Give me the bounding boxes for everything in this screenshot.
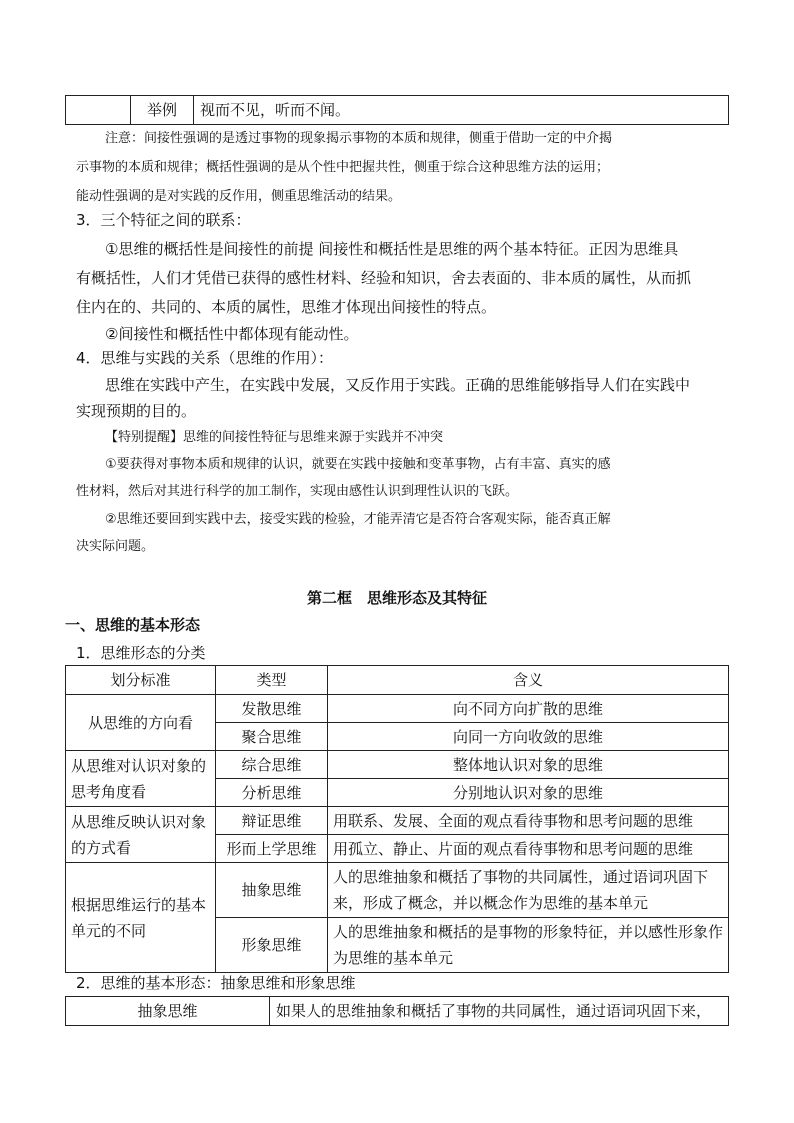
header-criterion: 划分标准 <box>66 666 216 695</box>
example-label: 举例 <box>131 96 194 125</box>
type-imagery: 形象思维 <box>216 918 328 973</box>
reminder-p1-line2: 性材料，然后对其进行科学的加工制作，实现由感性认识到理性认识的飞跃。 <box>76 484 519 499</box>
abstract-value: 如果人的思维抽象和概括了事物的共同属性，通过语词巩固下来， <box>270 997 729 1026</box>
header-type: 类型 <box>216 666 328 695</box>
part-1-heading: 一、思维的基本形态 <box>65 616 201 634</box>
type-abstract: 抽象思维 <box>216 863 328 918</box>
abstract-label: 抽象思维 <box>66 997 270 1026</box>
table-row <box>66 96 729 125</box>
sub-2-heading: 2．思维的基本形态：抽象思维和形象思维 <box>76 974 356 992</box>
type-analytic: 分析思维 <box>216 779 328 807</box>
header-meaning: 含义 <box>328 666 729 695</box>
reminder-p2-line2: 决实际问题。 <box>76 539 155 554</box>
section-3-item1-line3: 住内在的、共同的、本质的属性，思维才体现出间接性的特点。 <box>76 298 497 316</box>
section-4-line2: 实现预期的目的。 <box>76 402 197 420</box>
criterion-direction: 从思维的方向看 <box>66 695 216 751</box>
type-convergent: 聚合思维 <box>216 723 328 751</box>
section-3-heading: 3．三个特征之间的联系： <box>76 211 251 229</box>
sub-1-heading: 1．思维形态的分类 <box>76 644 206 662</box>
meaning-divergent: 向不同方向扩散的思维 <box>328 695 729 723</box>
section-4-heading: 4．思维与实践的关系（思维的作用）： <box>76 349 334 367</box>
meaning-imagery: 人的思维抽象和概括的是事物的形象特征，并以感性形象作为思维的基本单元 <box>328 918 729 973</box>
meaning-metaphysical: 用孤立、静止、片面的观点看待事物和思考问题的思维 <box>328 835 729 863</box>
section-3-item1-line2: 有概括性，人们才凭借已获得的感性材料、经验和知识，舍去表面的、非本质的属性，从而抓 <box>76 269 692 287</box>
criterion-angle: 从思维对认识对象的思考角度看 <box>66 751 216 807</box>
example-value: 视而不见，听而不闻。 <box>194 96 729 125</box>
section-4-line1: 思维在实践中产生，在实践中发展，又反作用于实践。正确的思维能够指导人们在实践中 <box>105 376 691 394</box>
type-divergent: 发散思维 <box>216 695 328 723</box>
table-header-row <box>66 666 729 695</box>
note-line-1: 注意：间接性强调的是透过事物的现象揭示事物的本质和规律，侧重于借助一定的中介揭 <box>105 131 613 146</box>
meaning-abstract: 人的思维抽象和概括了事物的共同属性，通过语词巩固下来，形成了概念，并以概念作为思维的基本单元 <box>328 863 729 918</box>
reminder-heading: 【特别提醒】思维的间接性特征与思维来源于实践并不冲突 <box>105 430 444 445</box>
section-3-item1-line1: ①思维的概括性是间接性的前提 间接性和概括性是思维的两个基本特征。正因为思维具 <box>105 240 679 258</box>
section-title: 第二框 思维形态及其特征 <box>306 589 487 607</box>
meaning-analytic: 分别地认识对象的思维 <box>328 779 729 807</box>
table-row <box>66 807 729 835</box>
table-row <box>66 751 729 779</box>
section-3-item2: ②间接性和概括性中都体现有能动性。 <box>105 325 359 343</box>
empty-cell <box>66 96 131 125</box>
table-row <box>66 695 729 723</box>
criterion-reflection: 从思维反映认识对象的方式看 <box>66 807 216 863</box>
meaning-convergent: 向同一方向收敛的思维 <box>328 723 729 751</box>
table-row <box>66 997 729 1026</box>
reminder-p1-line1: ①要获得对事物本质和规律的认识，就要在实践中接触和变革事物，占有丰富、真实的感 <box>105 457 611 472</box>
note-line-3: 能动性强调的是对实践的反作用，侧重思维活动的结果。 <box>76 189 402 204</box>
meaning-synthetic: 整体地认识对象的思维 <box>328 751 729 779</box>
type-dialectical: 辩证思维 <box>216 807 328 835</box>
type-synthetic: 综合思维 <box>216 751 328 779</box>
abstract-thinking-table <box>65 996 729 1026</box>
classification-table <box>65 665 729 973</box>
note-line-2: 示事物的本质和规律；概括性强调的是从个性中把握共性，侧重于综合这种思维方法的运用； <box>76 160 610 175</box>
criterion-unit: 根据思维运行的基本单元的不同 <box>66 863 216 973</box>
example-table <box>65 95 729 125</box>
type-metaphysical: 形而上学思维 <box>216 835 328 863</box>
meaning-dialectical: 用联系、发展、全面的观点看待事物和思考问题的思维 <box>328 807 729 835</box>
table-row <box>66 863 729 918</box>
reminder-p2-line1: ②思维还要回到实践中去，接受实践的检验，才能弄清它是否符合客观实际，能否真正解 <box>105 512 611 527</box>
